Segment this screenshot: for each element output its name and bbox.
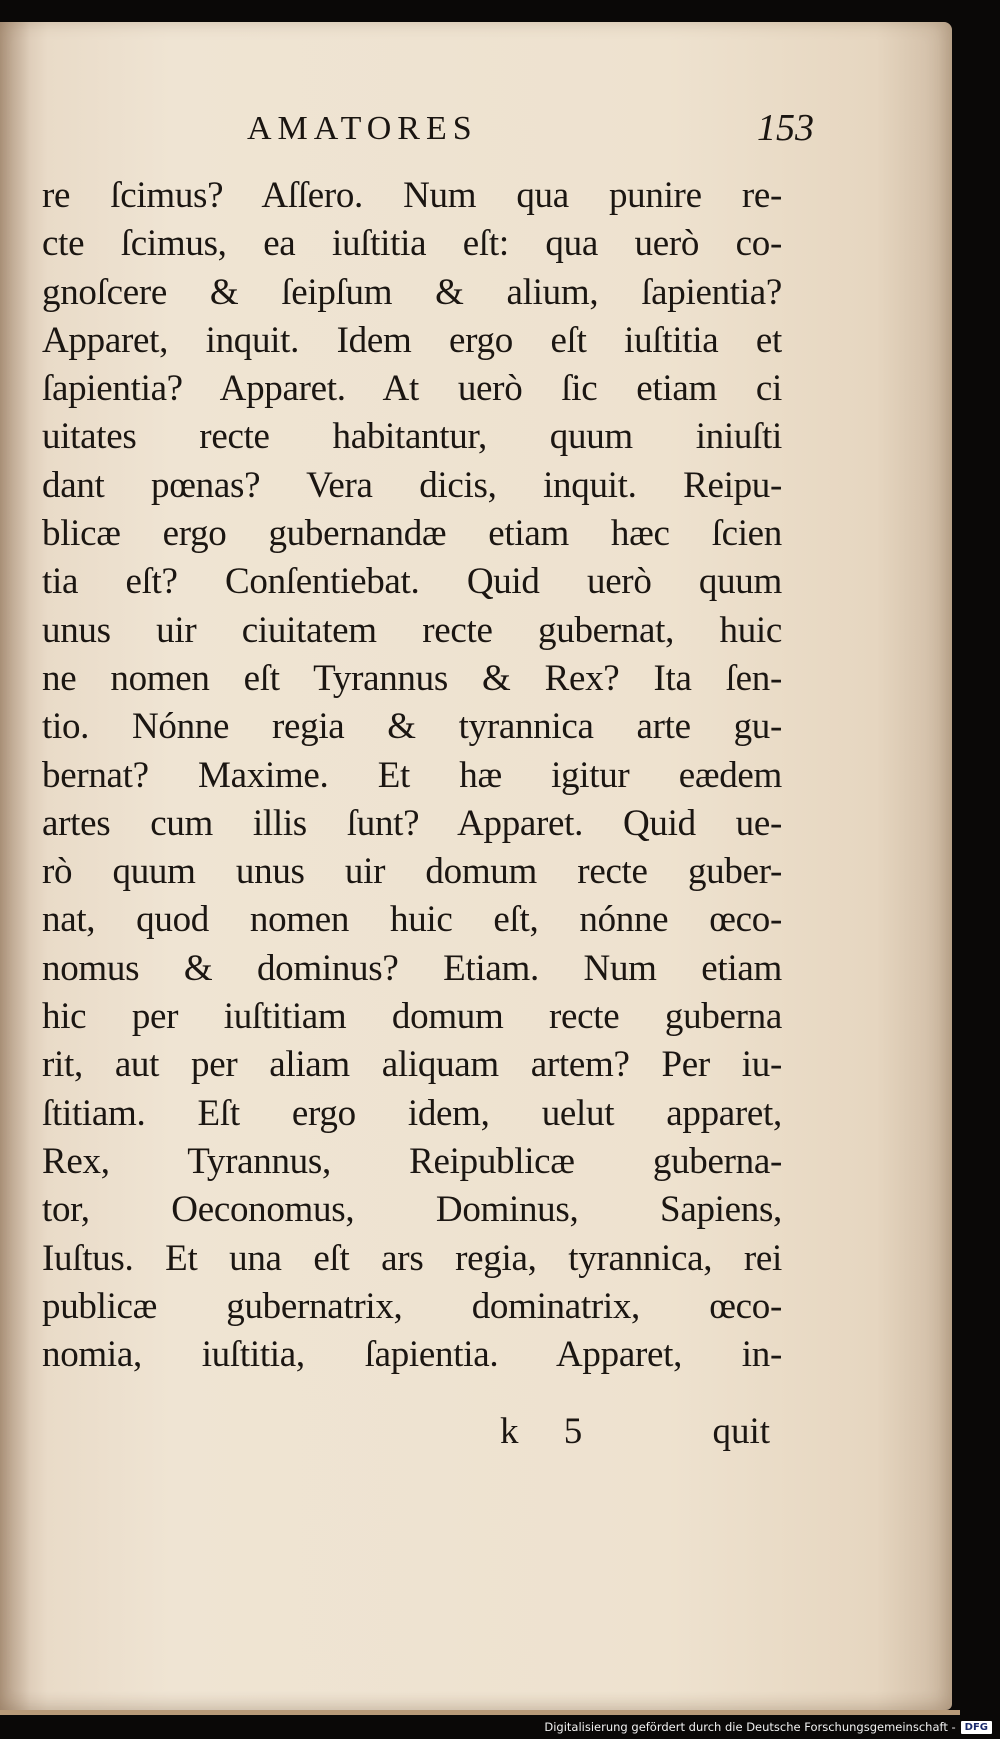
text-line: rit, aut per aliam aliquam artem? Per iu- xyxy=(42,1044,782,1086)
text-line: Iuſtus. Et una eſt ars regia, tyrannica, rei xyxy=(42,1237,782,1279)
text-line: publicæ gubernatrix, dominatrix, œco- xyxy=(42,1285,782,1327)
page-bottom-edge xyxy=(0,1710,960,1715)
text-line: ſapientia? Apparet. At uerò ſic etiam ci xyxy=(42,368,782,410)
text-line: dant pœnas? Vera dicis, inquit. Reipu- xyxy=(42,464,782,506)
text-line: unus uir ciuitatem recte gubernat, huic xyxy=(42,609,782,651)
text-line: tor, Oeconomus, Dominus, Sapiens, xyxy=(42,1189,782,1231)
page-header xyxy=(42,107,814,160)
digitization-credit xyxy=(544,1720,992,1734)
catchword: quit xyxy=(712,1411,770,1452)
text-line: ne nomen eſt Tyrannus & Rex? Ita ſen- xyxy=(42,657,782,699)
text-line: blicæ ergo gubernandæ etiam hæc ſcien xyxy=(42,513,782,555)
page-number: 153 xyxy=(757,107,814,149)
text-line: ſtitiam. Eſt ergo idem, uelut apparet, xyxy=(42,1092,782,1134)
text-line: re ſcimus? Aſſero. Num qua punire re- xyxy=(42,175,782,216)
body-text xyxy=(42,172,782,1379)
page-footer xyxy=(42,1410,782,1460)
book-page xyxy=(0,22,952,1710)
text-line: Rex, Tyrannus, Reipublicæ guberna- xyxy=(42,1140,782,1182)
text-line: tia eſt? Conſentiebat. Quid uerò quum xyxy=(42,561,782,603)
text-line: gnoſcere & ſeipſum & alium, ſapientia? xyxy=(42,271,782,313)
text-line: nomia, iuſtitia, ſapientia. Apparet, in- xyxy=(42,1334,782,1376)
text-line: artes cum illis ſunt? Apparet. Quid ue- xyxy=(42,802,782,844)
signature-mark: k 5 xyxy=(500,1411,601,1452)
dfg-logo-icon: DFG xyxy=(961,1721,992,1734)
text-line: nat, quod nomen huic eſt, nónne œco- xyxy=(42,899,782,941)
text-line: Apparet, inquit. Idem ergo eſt iuſtitia et xyxy=(42,319,782,361)
text-line: bernat? Maxime. Et hæ igitur eædem xyxy=(42,754,782,796)
text-line: tio. Nónne regia & tyrannica arte gu- xyxy=(42,706,782,748)
text-line: cte ſcimus, ea iuſtitia eſt: qua uerò co- xyxy=(42,223,782,265)
credit-text: Digitalisierung gefördert durch die Deutsche Forschungsgemeinschaft - xyxy=(544,1720,956,1734)
text-line: hic per iuſtitiam domum recte guberna xyxy=(42,996,782,1038)
text-line: uitates recte habitantur, quum iniuſti xyxy=(42,416,782,458)
text-line: rò quum unus uir domum recte guber- xyxy=(42,851,782,893)
text-line: nomus & dominus? Etiam. Num etiam xyxy=(42,947,782,989)
running-title: AMATORES xyxy=(247,110,478,147)
